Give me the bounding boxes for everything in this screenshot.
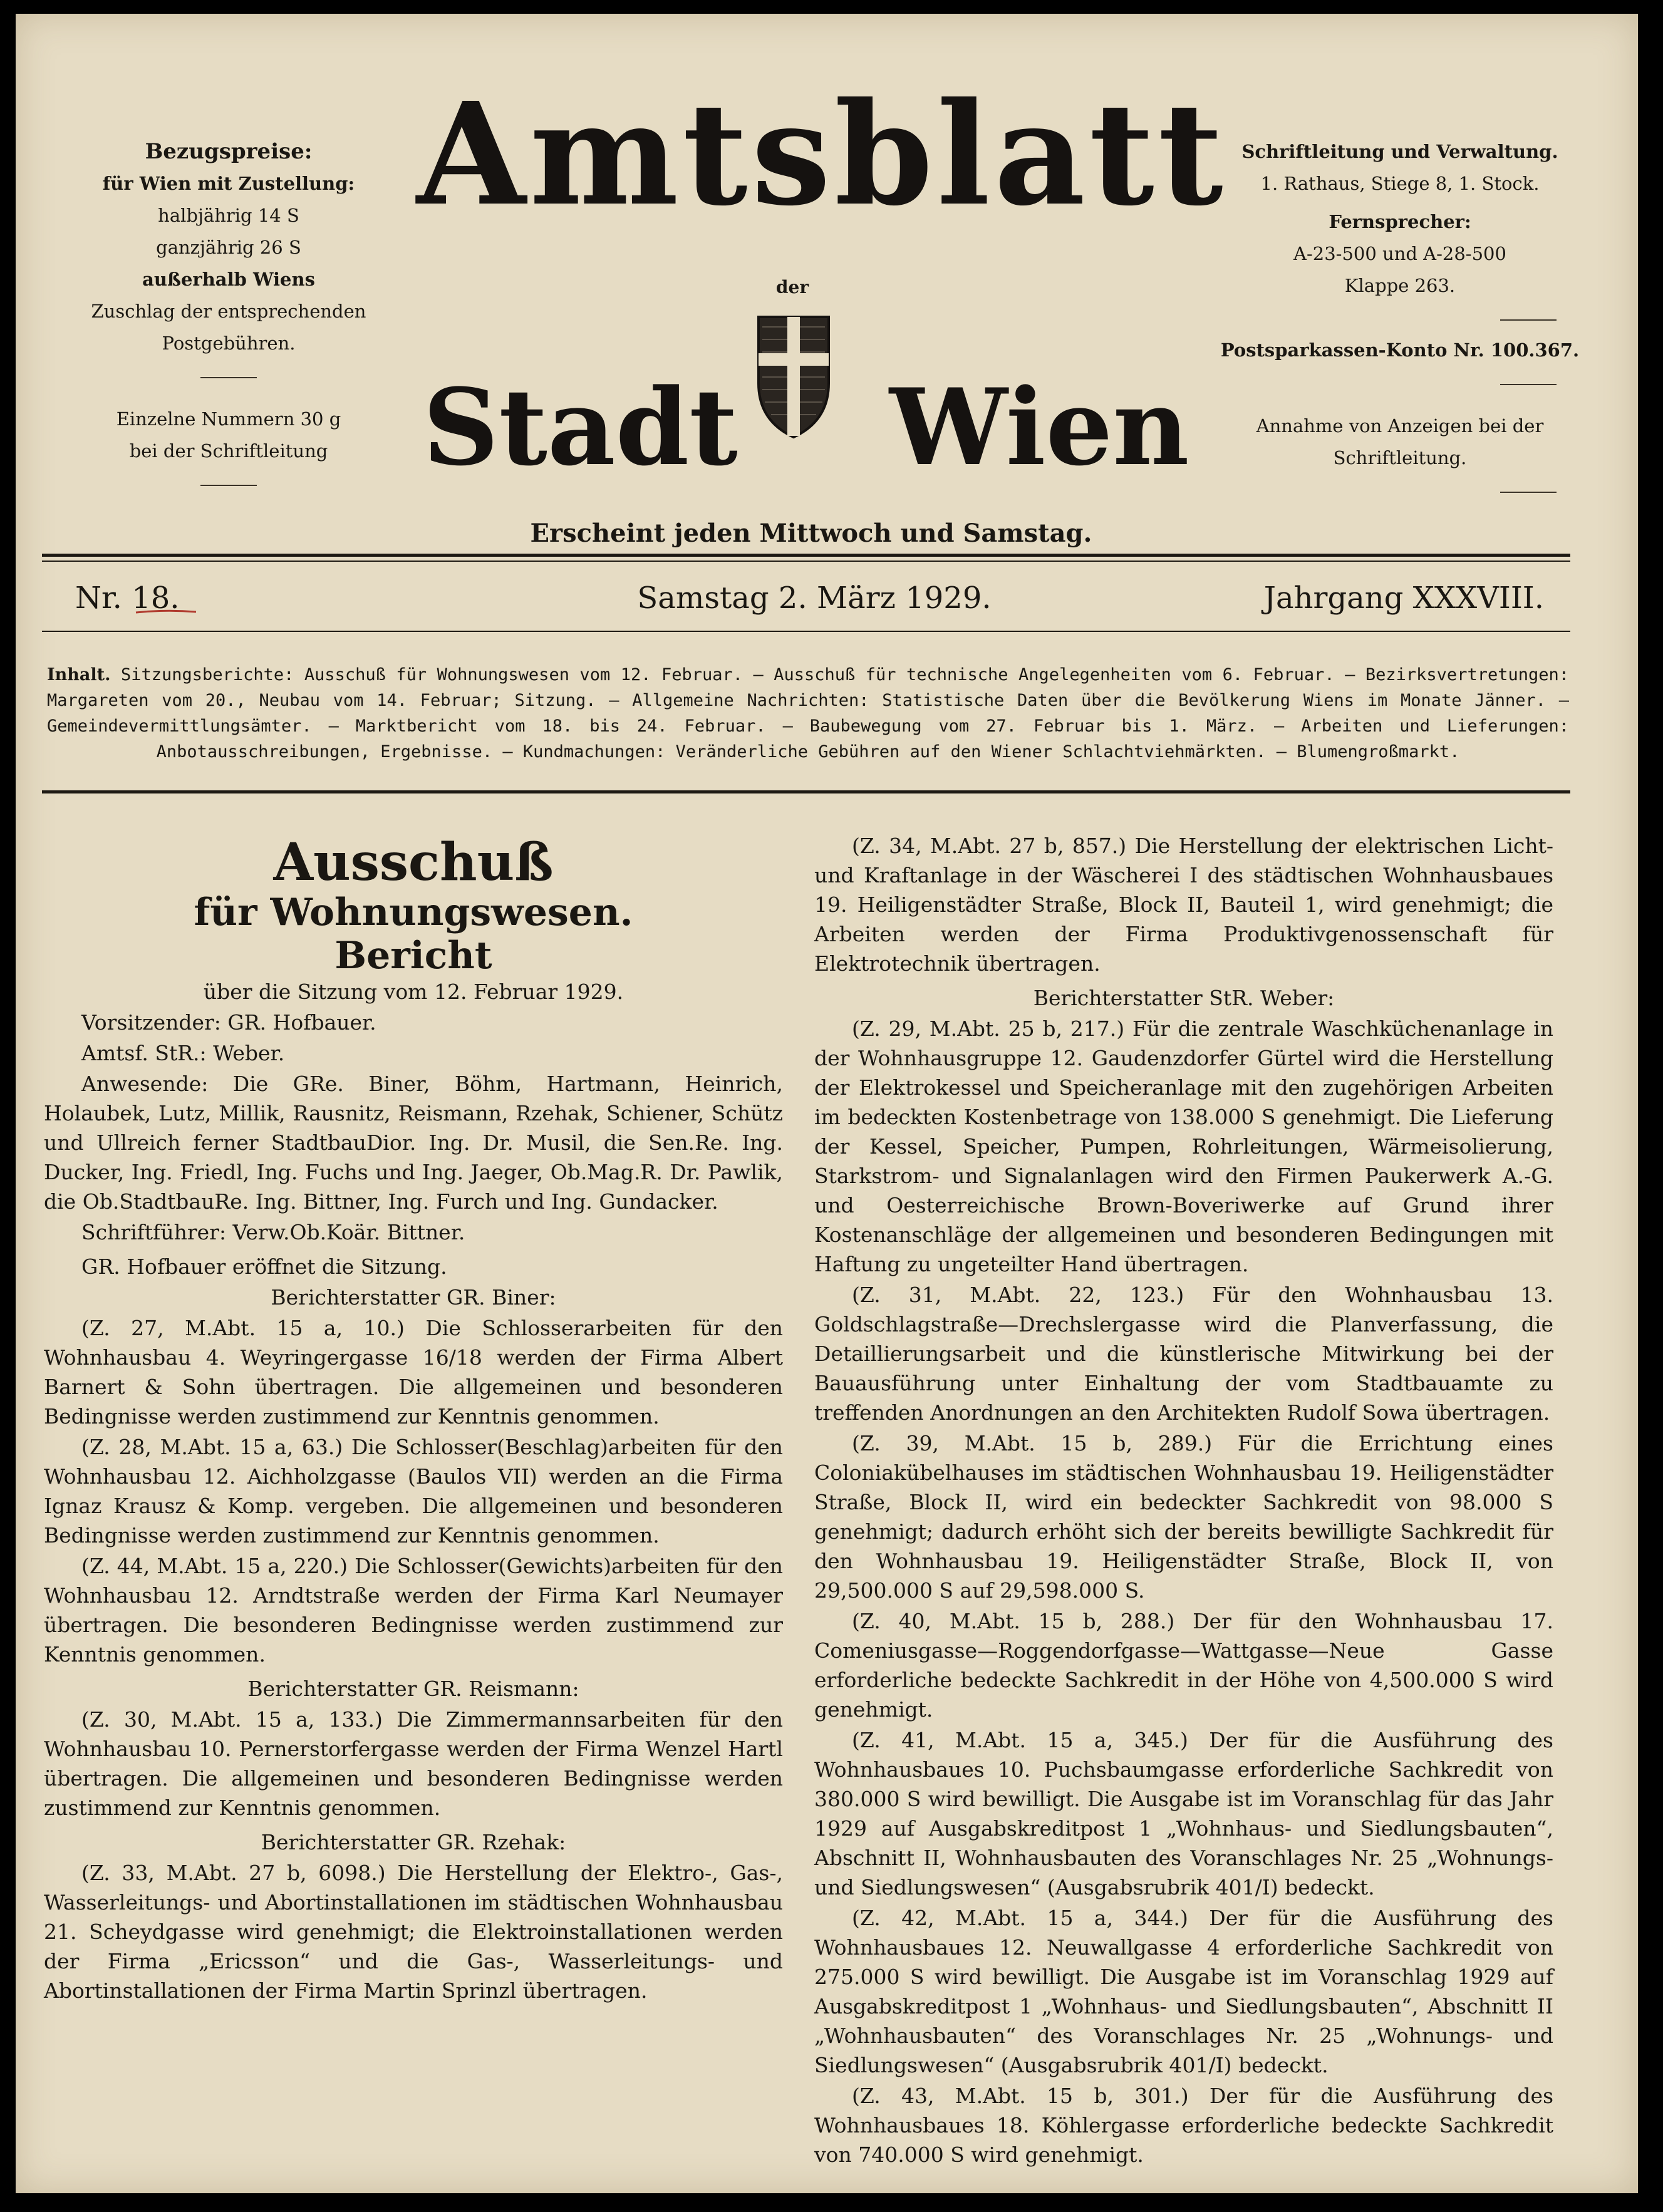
issue-year: Jahrgang XXXVIII. xyxy=(1263,581,1544,616)
deputy: Amtsf. StR.: Weber. xyxy=(81,1041,285,1065)
right-column xyxy=(814,831,1553,2171)
divider xyxy=(1500,492,1557,493)
divider xyxy=(200,377,257,378)
chairman: Vorsitzender: GR. Hofbauer. xyxy=(81,1010,376,1035)
ads-info: Schriftleitung. xyxy=(1333,447,1467,468)
secretary: Schriftführer: Verw.Ob.Koär. Bittner. xyxy=(81,1220,465,1244)
paragraph: (Z. 41, M.Abt. 15 a, 345.) Der für die Ausführung des Wohnhausbaues 10. Puchsbaumgasse erforderliche Sachkredit von 380.000 S wird bewilligt. Die Ausgabe ist im Voranschlag für das Jahr 1929 auf Ausgabskreditpost 1 „Wohnhaus- und Siedlungsbauten“, Abschnitt II, Wohnhausbauten des Voranschlages Nr. 25 „Wohnungs- und Siedlungswesen“ (Ausgabsrubrik 401/I) bedeckt. xyxy=(814,1728,1553,1899)
ads-info: Annahme von Anzeigen bei der xyxy=(1256,415,1544,437)
contents-text: Sitzungsberichte: Ausschuß für Wohnungswesen vom 12. Februar. — Ausschuß für technische Angelegenheiten vom 6. Februar. — Bezirksvertretungen: Margareten vom 20., Neubau vom 14. Februar; Sitzung. — Allgemeine Nachrichten: Statistische Daten über die Bevölkerung Wiens im Monate Jänner. — Gemeindevermittlungsämter. — Marktbericht vom 18. bis 24. Februar. — Baubewegung vom 27. Februar bis 1. März. — Arbeiten und Lieferungen: Anbotausschreibungen, Ergebnisse. — Kundmachungen: Veränderliche Gebühren auf den Wiener Schlachtviehmärkten. — Blumengroßmarkt. xyxy=(47,665,1569,762)
vienna-coat-of-arms-icon xyxy=(756,314,831,440)
masthead-der: der xyxy=(775,277,809,297)
paragraph: (Z. 34, M.Abt. 27 b, 857.) Die Herstellung der elektrischen Licht- und Kraftanlage in der Wäscherei I des städtischen Wohnhausbaues 19. Heiligenstädter Straße, Block II, Bauteil 1, wird genehmigt; die Arbeiten werden der Firma Produktivgenossenschaft für Elektrotechnik übertragen. xyxy=(814,834,1553,976)
paragraph: (Z. 39, M.Abt. 15 b, 289.) Für die Errichtung eines Coloniakübelhauses im städtischen Wohnhausbau 19. Heiligenstädter Straße, Block II, wird ein bedeckter Sachkredit von 98.000 S genehmigt; dadurch erhöht sich der bereits bewilligte Sachkredit für den Wohnhausbau 19. Heiligenstädter Straße, Block II, von 29,500.000 S auf 29,598.000 S. xyxy=(814,1431,1553,1603)
subscription-line: Postgebühren. xyxy=(162,333,296,354)
rapporteur: Berichterstatter GR. Rzehak: xyxy=(261,1830,566,1854)
admin-title: Schriftleitung und Verwaltung. xyxy=(1241,141,1558,162)
paragraph: (Z. 44, M.Abt. 15 a, 220.) Die Schlosser(Gewichts)arbeiten für den Wohnhausbau 12. Arndtstraße werden der Firma Karl Neumayer übertragen. Die besonderen Bedingnisse werden zustimmend zur Kenntnis genommen. xyxy=(44,1554,783,1667)
header-rule xyxy=(42,554,1570,557)
administration-box xyxy=(1206,136,1594,493)
article-subheading: für Wohnungswesen. xyxy=(194,891,633,934)
publication-schedule: Erscheint jeden Mittwoch und Samstag. xyxy=(530,519,1092,548)
subscription-line: ganzjährig 26 S xyxy=(156,237,301,258)
subscription-line: halbjährig 14 S xyxy=(158,205,299,226)
phone-extension: Klappe 263. xyxy=(1344,275,1456,296)
article-heading: Ausschuß xyxy=(273,832,554,892)
subscription-line: Zuschlag der entsprechenden xyxy=(91,301,366,322)
paragraph: (Z. 29, M.Abt. 25 b, 217.) Für die zentrale Waschküchenanlage in der Wohnhausgruppe 12. Gaudenzdorfer Gürtel wird die Herstellung der Elektrokessel und Speicheranlage mit den zugehörigen Arbeiten im bedeckten Kostenbetrage von 138.000 S genehmigt. Die Lieferung der Kessel, Speicher, Pumpen, Rohrleitungen, Wärmeisolierung, Starkstrom- und Signalanlagen wird den Firmen Paukerwerk A.-G. und Oesterreichische Brown-Boveriwerke auf Grund ihrer Kostenanschläge der allgemeinen und besonderen Bedingungen mit Haftung zu ungeteilter Hand übertragen. xyxy=(814,1016,1553,1276)
table-of-contents xyxy=(47,662,1569,765)
paragraph: (Z. 30, M.Abt. 15 a, 133.) Die Zimmermannsarbeiten für den Wohnhausbau 10. Pernerstorfergasse werden der Firma Wenzel Hartl übertragen. Die allgemeinen und besonderen Bedingnisse werden zustimmend zur Kenntnis genommen. xyxy=(44,1707,783,1820)
paragraph: (Z. 31, M.Abt. 22, 123.) Für den Wohnhausbau 13. Goldschlagstraße—Drechslergasse wird die Planverfassung, die Detaillierungsarbeit und die künstlerische Mitwirkung bei der Bauausführung unter Einhaltung der vom Stadtbauamte zu treffenden Anordnungen an den Architekten Rudolf Sowa übertragen. xyxy=(814,1283,1553,1425)
subscription-line: für Wien mit Zustellung: xyxy=(102,173,355,194)
rapporteur: Berichterstatter StR. Weber: xyxy=(1033,986,1335,1010)
opening: GR. Hofbauer eröffnet die Sitzung. xyxy=(81,1254,447,1279)
report-heading: Bericht xyxy=(334,934,492,978)
paragraph: (Z. 42, M.Abt. 15 a, 344.) Der für die Ausführung des Wohnhausbaues 12. Neuwallgasse 4 erforderliche Sachkredit von 275.000 S wird bewilligt. Die Ausgabe ist im Voranschlag 1929 auf Ausgabskreditpost 1 „Wohnhaus- und Siedlungsbauten“, Abschnitt II „Wohnhausbauten“ des Voranschlages Nr. 25 „Wohnungs- und Siedlungswesen“ (Ausgabsrubrik 401/I) bedeckt. xyxy=(814,1906,1553,2077)
rapporteur: Berichterstatter GR. Reismann: xyxy=(247,1677,579,1701)
session-date: über die Sitzung vom 12. Februar 1929. xyxy=(203,979,624,1004)
subscription-box xyxy=(75,136,382,486)
contents-label: Inhalt. xyxy=(47,665,111,685)
attendees: Anwesende: Die GRe. Biner, Böhm, Hartmann, Heinrich, Holaubek, Lutz, Millik, Rausnitz, Reismann, Rzehak, Schiener, Schütz und Ullreich ferner StadtbauDior. Ing. Dr. Musil, die Sen.Re. Ing. Ducker, Ing. Friedl, Ing. Fuchs und Ing. Jaeger, Ob.Mag.R. Dr. Pawlik, die Ob.StadtbauRe. Ing. Bittner, Ing. Furch und Ing. Gundacker. xyxy=(44,1072,783,1214)
pencil-underline-mark xyxy=(135,609,197,615)
masthead-wien: Wien xyxy=(889,365,1189,489)
paragraph: (Z. 27, M.Abt. 15 a, 10.) Die Schlosserarbeiten für den Wohnhausbau 4. Weyringergasse 16/18 werden der Firma Albert Barnert & Sohn übertragen. Die allgemeinen und besonderen Bedingnisse werden zustimmend zur Kenntnis genommen. xyxy=(44,1316,783,1429)
contents-rule xyxy=(42,790,1570,793)
newspaper-page xyxy=(16,14,1638,2193)
phone-numbers: A-23-500 und A-28-500 xyxy=(1293,243,1506,264)
divider xyxy=(200,485,257,486)
rapporteur: Berichterstatter GR. Biner: xyxy=(271,1285,556,1310)
paragraph: (Z. 33, M.Abt. 27 b, 6098.) Die Herstellung der Elektro-, Gas-, Wasserleitungs- und Abortinstallationen im städtischen Wohnhausbau 21. Scheydgasse wird genehmigt; die Elektroinstallationen werden der Firma „Ericsson“ und die Gas-, Wasserleitungs- und Abortinstallationen der Firma Martin Sprinzl übertragen. xyxy=(44,1861,783,2003)
paragraph: (Z. 28, M.Abt. 15 a, 63.) Die Schlosser(Beschlag)arbeiten für den Wohnhausbau 12. Aichholzgasse (Baulos VII) werden an die Firma Ignaz Krausz & Komp. vergeben. Die allgemeinen und besonderen Bedingnisse werden zustimmend zur Kenntnis genommen. xyxy=(44,1435,783,1548)
issue-date: Samstag 2. März 1929. xyxy=(637,581,992,616)
header-rule xyxy=(42,561,1570,562)
paragraph: (Z. 43, M.Abt. 15 b, 301.) Der für die Ausführung des Wohnhausbaues 18. Köhlergasse erforderliche bedeckte Sachkredit von 740.000 S wird genehmigt. xyxy=(814,2084,1553,2167)
single-issue-line: bei der Schriftleitung xyxy=(129,440,328,462)
subscription-title: Bezugspreise: xyxy=(145,139,313,164)
paragraph: (Z. 40, M.Abt. 15 b, 288.) Der für den Wohnhausbau 17. Comeniusgasse—Roggendorfgasse—Wattgasse—Neue Gasse erforderliche bedeckte Sachkredit in der Höhe von 4,500.000 S wird genehmigt. xyxy=(814,1609,1553,1722)
masthead-title: Amtsblatt xyxy=(417,72,1227,237)
header-rule xyxy=(42,631,1570,632)
subscription-line: außerhalb Wiens xyxy=(142,269,315,290)
phone-label: Fernsprecher: xyxy=(1329,211,1471,232)
divider xyxy=(1500,384,1557,385)
left-column xyxy=(44,834,783,2007)
issue-number: Nr. 18. xyxy=(75,581,180,616)
single-issue-line: Einzelne Nummern 30 g xyxy=(116,408,341,430)
admin-address: 1. Rathaus, Stiege 8, 1. Stock. xyxy=(1260,173,1540,194)
masthead-stadt: Stadt xyxy=(423,365,738,489)
postal-account: Postsparkassen-Konto Nr. 100.367. xyxy=(1220,339,1580,361)
divider xyxy=(1500,319,1557,321)
